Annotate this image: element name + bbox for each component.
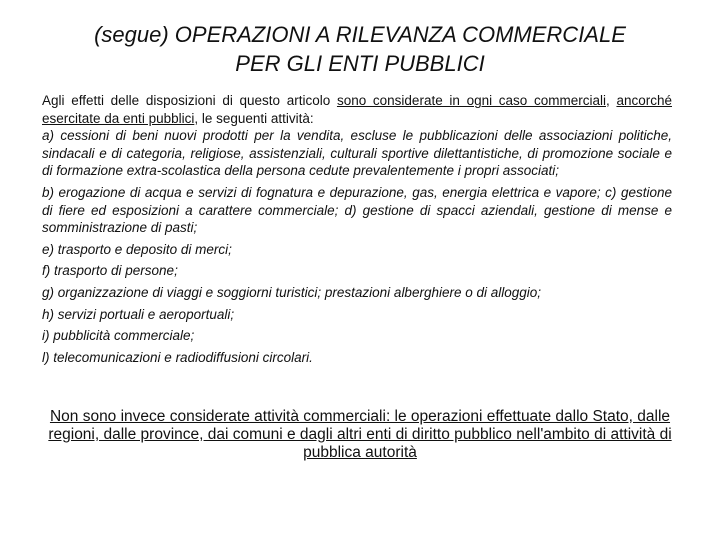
title-line-1: (segue) OPERAZIONI A RILEVANZA COMMERCIALE <box>94 22 626 47</box>
slide-title <box>20 20 700 78</box>
closing-statement: Non sono invece considerate attività commerciali: le operazioni effettuate dallo Stato, dalle regioni, dalle province, dai comuni e dagli altri enti di diritto pubblico nell'ambito di attività di pubblica autorità <box>48 408 672 461</box>
intro-text-3: , le seguenti attività: <box>194 110 314 126</box>
list-item: a) cessioni di beni nuovi prodotti per la vendita, escluse le pubblicazioni delle associazioni politiche, sindacali e di categoria, religiose, assistenziali, culturali sportive dilettantistiche, di promozione sociale e di formazione extra-scolastica della persona cedute prevalentemente i propri associati; <box>42 128 672 179</box>
intro-underlined-2: ancorché esercitate da enti pubblici <box>42 93 672 126</box>
list-item: e) trasporto e deposito di merci; <box>42 241 232 257</box>
list-item: f) trasporto di persone; <box>42 263 178 279</box>
list-item: g) organizzazione di viaggi e soggiorni turistici; prestazioni alberghiere o di alloggio; <box>42 284 542 300</box>
list-item: h) servizi portuali e aeroportuali; <box>42 306 235 322</box>
intro-text-1: Agli effetti delle disposizioni di questo articolo <box>42 93 337 108</box>
list-item: l) telecomunicazioni e radiodiffusioni circolari. <box>42 349 313 365</box>
list-item: b) erogazione di acqua e servizi di fognatura e depurazione, gas, energia elettrica e vapore; c) gestione di fiere ed esposizioni a carattere commerciale; d) gestione di spacci aziendali, gestione di mense e somministrazione di pasti; <box>42 184 672 236</box>
activity-list <box>42 127 672 366</box>
intro-paragraph <box>42 92 672 127</box>
list-item: i) pubblicità commerciale; <box>42 328 195 344</box>
intro-text-2: , <box>606 93 617 108</box>
slide-body <box>42 92 672 370</box>
title-line-2: PER GLI ENTI PUBBLICI <box>235 51 485 76</box>
intro-underlined-1: sono considerate in ogni caso commerciali <box>336 93 606 108</box>
